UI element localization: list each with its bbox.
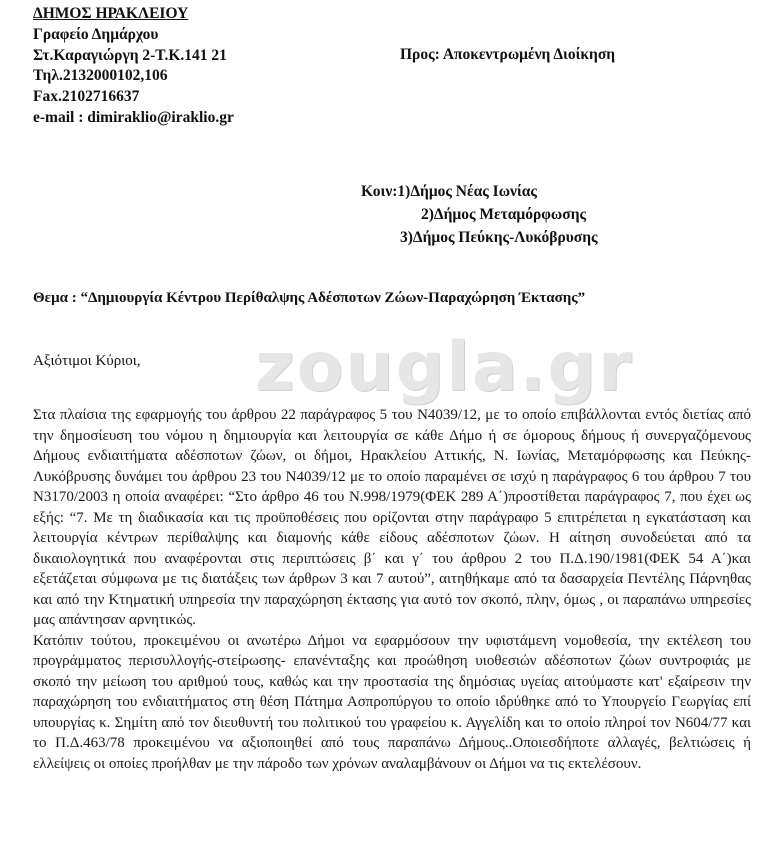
postal-address: Στ.Καραγιώργη 2-Τ.Κ.141 21 (33, 46, 227, 64)
cc-line-2: 2)Δήμος Μεταμόρφωσης (421, 206, 587, 223)
watermark: zougla.gr (255, 328, 634, 407)
cc-line-3: 3)Δήμος Πεύκης-Λυκόβρυσης (400, 229, 598, 246)
letterhead (33, 4, 234, 129)
salutation: Αξιότιμοι Κύριοι, (33, 353, 141, 369)
office-name: Γραφείο Δημάρχου (33, 25, 159, 43)
phone-number: Τηλ.2132000102,106 (33, 67, 168, 85)
email-address: e-mail : dimiraklio@iraklio.gr (33, 108, 234, 126)
cc-line-1: Κοιν:1)Δήμος Νέας Ιωνίας (361, 183, 537, 200)
body-paragraph-2: Κατόπιν τούτου, προκειμένου οι ανωτέρω Δήμοι να εφαρμόσουν την υφιστάμενη νομοθεσία, την εκτέλεση του προγράμματος περισυλλογής-στείρωσης- επανένταξης και προώθηση υιοθεσιών αδέσποτων ζώων συντροφιάς με σκοπό την μείωση του αριθμού τους, καθώς και την προστασία της δημόσιας υγείας αιτούμαστε κατ' εξαίρεσιν την παραχώρηση του ενδιαιτήματος στη θέση Πάτημα Ασπροπύργου το οποίο ιδρύθηκε από το Υπουργείο Γεωργίας επί υπουργίας κ. Σημίτη από τον διευθυντή του πολιτικού του γραφείου κ. Αγγελίδη και το οποίο πληροί τον Ν604/77 και το Π.Δ.463/78 προκειμένου να αξιοποιηθεί από τους παραπάνω Δήμους..Οποιεσδήποτε αλλαγές, βελτιώσεις ή ελλείψεις οι οποίες προήλθαν με την πάροδο των χρόνων αναλαμβάνουν οι Δήμοι να τις εκτελέσουν. (33, 632, 751, 772)
subject-line: Θεμα : “Δημιουργία Κέντρου Περίθαλψης Αδέσποτων Ζώων-Παραχώρηση Έκτασης” (33, 290, 586, 306)
fax-number: Fax.2102716637 (33, 88, 140, 106)
letter-body (33, 405, 751, 774)
body-paragraph-1: Στα πλαίσια της εφαρμογής του άρθρου 22 παράγραφος 5 του Ν4039/12, με το οποίο επιβάλλονται εντός διετίας από την δημοσίευση του νόμου η δημιουργία και λειτουργία σε κάθε Δήμο ή σε όμορους δήμους ή συνεργαζόμενους Δήμους ενδιαιτήματα αδέσποτων ζώων, οι δήμοι, Ηρακλείου Αττικής, Ν. Ιωνίας, Μεταμόρφωσης και Πεύκης- Λυκόβρυσης δυνάμει του άρθρου 23 του Ν4039/12 με το οποίο παραμένει σε ισχύ η παράγραφος 6 του άρθρου 7 του Ν3170/2003 η οποία αναφέρει: “Στο άρθρο 46 του Ν.998/1979(ΦΕΚ 289 Α΄)προστίθεται παράγραφος 7, που έχει ως εξής: “7. Με τη διαδικασία και τις προϋποθέσεις που ορίζονται στην παράγραφο 5 επιτρέπεται η εγκατάσταση και λειτουργία κέντρων περίθαλψης και διαμονής κάθε είδους αδέσποτων ζώων. Η αίτηση συνοδεύεται από τα δικαιολογητικά που αναφέρονται στις περιπτώσεις β΄ και γ΄ του άρθρου 2 του Π.Δ.190/1981(ΦΕΚ 54 Α΄)και εξετάζεται σύμφωνα με τις διατάξεις των άρθρων 3 και 7 αυτού”, αιτηθήκαμε από τα δασαρχεία Πεντέλης Πάρνηθας και από την Κτηματική υπηρεσία την παραχώρηση έκτασης για αυτό τον σκοπό, πλην, όμως , οι παραπάνω υπηρεσίες μας απάντησαν αρνητικώς. (33, 407, 751, 628)
municipality-name: ΔΗΜΟΣ ΗΡΑΚΛΕΙΟΥ (33, 5, 189, 22)
recipient: Προς: Αποκεντρωμένη Διοίκηση (400, 46, 616, 63)
